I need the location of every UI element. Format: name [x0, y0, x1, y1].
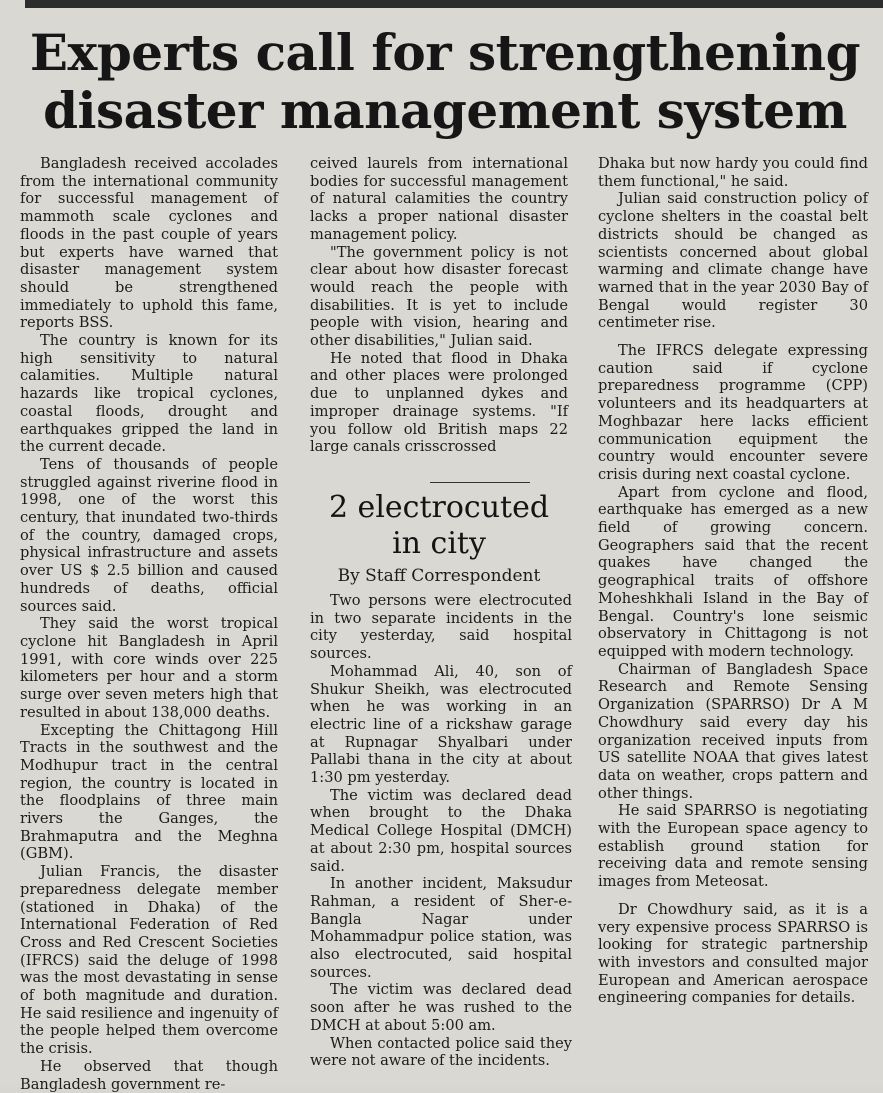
paragraph: The country is known for its high sensitivity to natural calamities. Multiple natural hazards like tropical cyclones, coastal floods, drought and earthquakes gripped the land in the current decade.	[20, 332, 278, 456]
top-rule	[25, 0, 883, 8]
paragraph: Julian Francis, the disaster preparedness delegate member (stationed in Dhaka) of the International Federation of Red Cross and Red Crescent Societies (IFRCS) said the deluge of 1998 was the most devastating in sense of both magnitude and duration. He said resilience and ingenuity of the people helped them overcome the crisis.	[20, 863, 278, 1058]
article-column-3	[598, 155, 868, 1007]
paragraph: The IFRCS delegate expressing caution said if cyclone preparedness programme (CPP) volunteers and its headquarters at Moghbazar here lacks efficient communication equipment the country would encounter severe crisis during next coastal cyclone.	[598, 342, 868, 483]
paragraph: Apart from cyclone and flood, earthquake has emerged as a new field of growing concern. Geographers said that the recent quakes have changed the geographical traits of offshore Moheshkhali Island in the Bay of Bengal. Country's lone seismic observatory in Chittagong is not equipped with modern technology.	[598, 483, 868, 660]
paragraph: Mohammad Ali, 40, son of Shukur Sheikh, was electrocuted when he was working in an electric line of a rickshaw garage at Rupnagar Shyalbari under Pallabi thana in the city at about 1:30 pm yesterday.	[310, 662, 572, 787]
article-column-2	[310, 155, 568, 456]
paragraph: Julian said construction policy of cyclone shelters in the coastal belt districts should be changed as scientists concerned about global warming and climate change have warned that in the year 2030 Bay of Bengal would register 30 centimeter rise.	[598, 190, 868, 332]
divider	[430, 482, 530, 483]
paragraph: "The government policy is not clear about how disaster forecast would reach the people with disabilities. It is yet to include people with vision, hearing and other disabilities," Julian said.	[310, 243, 568, 350]
paragraph: Chairman of Bangladesh Space Research and Remote Sensing Organization (SPARRSO) Dr A M Chowdhury said every day his organization received inputs from US satellite NOAA that gives latest data on weather, crops pattern and other things.	[598, 660, 868, 802]
article-column-1	[20, 155, 278, 1093]
paragraph: ceived laurels from international bodies for successful management of natural calamities the country lacks a proper national disaster management policy.	[310, 155, 568, 243]
paragraph: Bangladesh received accolades from the international community for successful management of mammoth scale cyclones and floods in the past couple of years but experts have warned that disaster management system should be strengthened immediately to uphold this fame, reports BSS.	[20, 155, 278, 332]
paragraph: Dr Chowdhury said, as it is a very expensive process SPARRSO is looking for strategic partnership with investors and consulted major European and American aerospace engineering companies for details.	[598, 900, 868, 1007]
paragraph: He noted that flood in Dhaka and other places were prolonged due to unplanned dykes and improper drainage systems. "If you follow old British maps 22 large canals crisscrossed	[310, 349, 568, 456]
secondary-headline	[310, 490, 568, 562]
secondary-story-header	[310, 490, 568, 586]
paragraph: In another incident, Maksudur Rahman, a resident of Sher-e-Bangla Nagar under Mohammadpur police station, was also electrocuted, said hospital sources.	[310, 875, 572, 981]
page-title: Experts call for strengthening disaster management system	[29, 23, 861, 140]
secondary-story-body	[310, 592, 572, 1070]
paragraph: Dhaka but now hardy you could find them functional," he said.	[598, 155, 868, 190]
paragraph: The victim was declared dead when brought to the Dhaka Medical College Hospital (DMCH) at about 2:30 pm, hospital sources said.	[310, 786, 572, 875]
paragraph: He said SPARRSO is negotiating with the European space agency to establish ground station for receiving data and remote sensing images from Meteosat.	[598, 802, 868, 891]
paragraph: They said the worst tropical cyclone hit Bangladesh in April 1991, with core winds over 225 kilometers per hour and a storm surge over seven meters high that resulted in about 138,000 deaths.	[20, 615, 278, 721]
paragraph: He observed that though Bangladesh government re-	[20, 1057, 278, 1093]
secondary-headline-line1: 2 electrocuted	[328, 490, 550, 525]
paragraph: Two persons were electrocuted in two separate incidents in the city yesterday, said hospital sources.	[310, 592, 572, 663]
byline: By Staff Correspondent	[337, 566, 541, 586]
paragraph: The victim was declared dead soon after he was rushed to the DMCH at about 5:00 am.	[310, 981, 572, 1034]
secondary-headline-line2: in city	[392, 526, 486, 561]
paragraph: When contacted police said they were not aware of the incidents.	[310, 1034, 572, 1070]
paragraph: Excepting the Chittagong Hill Tracts in the southwest and the Modhupur tract in the central region, the country is located in the floodplains of three main rivers the Ganges, the Brahmaputra and the Meghna (GBM).	[20, 721, 278, 863]
paragraph: Tens of thousands of people struggled against riverine flood in 1998, one of the worst this century, that inundated two-thirds of the country, damaged crops, physical infrastructure and assets over US $ 2.5 billion and caused hundreds of deaths, official sources said.	[20, 455, 278, 615]
